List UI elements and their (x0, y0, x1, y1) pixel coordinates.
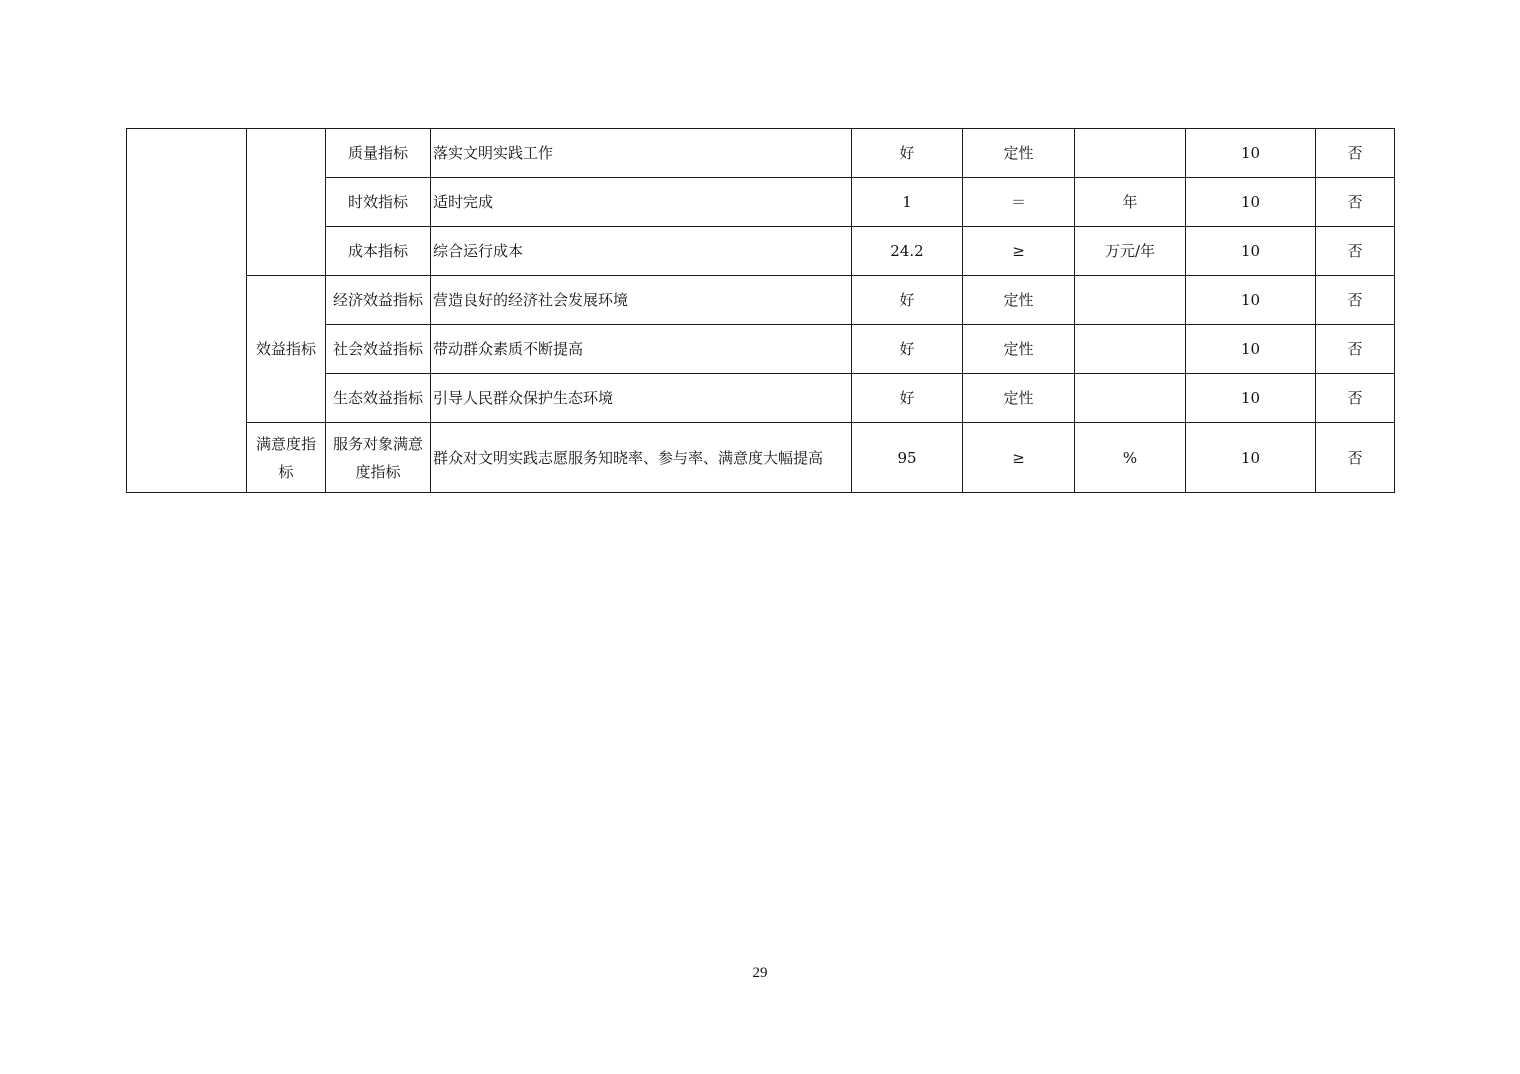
first-level-indicator-cell: 效益指标 (247, 276, 326, 423)
target-value-cell: 好 (852, 129, 963, 178)
core-indicator-cell: 否 (1316, 129, 1395, 178)
core-indicator-cell: 否 (1316, 178, 1395, 227)
unit-cell: % (1075, 423, 1186, 493)
second-level-indicator-cell: 成本指标 (326, 227, 431, 276)
operator-cell: 定性 (963, 374, 1075, 423)
operator-cell: ≥ (963, 227, 1075, 276)
unit-cell (1075, 129, 1186, 178)
unit-cell (1075, 276, 1186, 325)
target-value-cell: 1 (852, 178, 963, 227)
core-indicator-cell: 否 (1316, 374, 1395, 423)
target-value-cell: 好 (852, 325, 963, 374)
unit-cell (1075, 325, 1186, 374)
second-level-indicator-cell: 社会效益指标 (326, 325, 431, 374)
target-value-cell: 好 (852, 276, 963, 325)
first-level-indicator-cell (247, 129, 326, 276)
weight-cell: 10 (1186, 374, 1316, 423)
second-level-indicator-cell: 经济效益指标 (326, 276, 431, 325)
weight-cell: 10 (1186, 178, 1316, 227)
table-row (127, 276, 1395, 325)
core-indicator-cell: 否 (1316, 227, 1395, 276)
indicator-name-cell: 适时完成 (431, 178, 852, 227)
core-indicator-cell: 否 (1316, 276, 1395, 325)
core-indicator-cell: 否 (1316, 423, 1395, 493)
unit-cell (1075, 374, 1186, 423)
operator-cell: ≥ (963, 423, 1075, 493)
indicator-name-cell: 群众对文明实践志愿服务知晓率、参与率、满意度大幅提高 (431, 423, 852, 493)
performance-indicator-table (126, 128, 1395, 493)
second-level-indicator-cell: 时效指标 (326, 178, 431, 227)
indicator-name-cell: 引导人民群众保护生态环境 (431, 374, 852, 423)
operator-cell: 定性 (963, 276, 1075, 325)
table-row (127, 129, 1395, 178)
weight-cell: 10 (1186, 325, 1316, 374)
weight-cell: 10 (1186, 227, 1316, 276)
second-level-indicator-cell: 质量指标 (326, 129, 431, 178)
indicator-name-cell: 带动群众素质不断提高 (431, 325, 852, 374)
weight-cell: 10 (1186, 423, 1316, 493)
operator-cell: 定性 (963, 325, 1075, 374)
indicator-name-cell: 营造良好的经济社会发展环境 (431, 276, 852, 325)
core-indicator-cell: 否 (1316, 325, 1395, 374)
second-level-indicator-cell: 生态效益指标 (326, 374, 431, 423)
weight-cell: 10 (1186, 129, 1316, 178)
table-row (127, 423, 1395, 493)
second-level-indicator-cell: 服务对象满意度指标 (326, 423, 431, 493)
target-value-cell: 好 (852, 374, 963, 423)
operator-cell: 定性 (963, 129, 1075, 178)
target-value-cell: 95 (852, 423, 963, 493)
first-level-indicator-cell: 满意度指标 (247, 423, 326, 493)
unit-cell: 万元/年 (1075, 227, 1186, 276)
indicator-name-cell: 落实文明实践工作 (431, 129, 852, 178)
target-value-cell: 24.2 (852, 227, 963, 276)
indicator-name-cell: 综合运行成本 (431, 227, 852, 276)
blank-merged-cell (127, 129, 247, 493)
page-number: 29 (752, 965, 768, 981)
unit-cell: 年 (1075, 178, 1186, 227)
operator-cell: ＝ (963, 178, 1075, 227)
weight-cell: 10 (1186, 276, 1316, 325)
